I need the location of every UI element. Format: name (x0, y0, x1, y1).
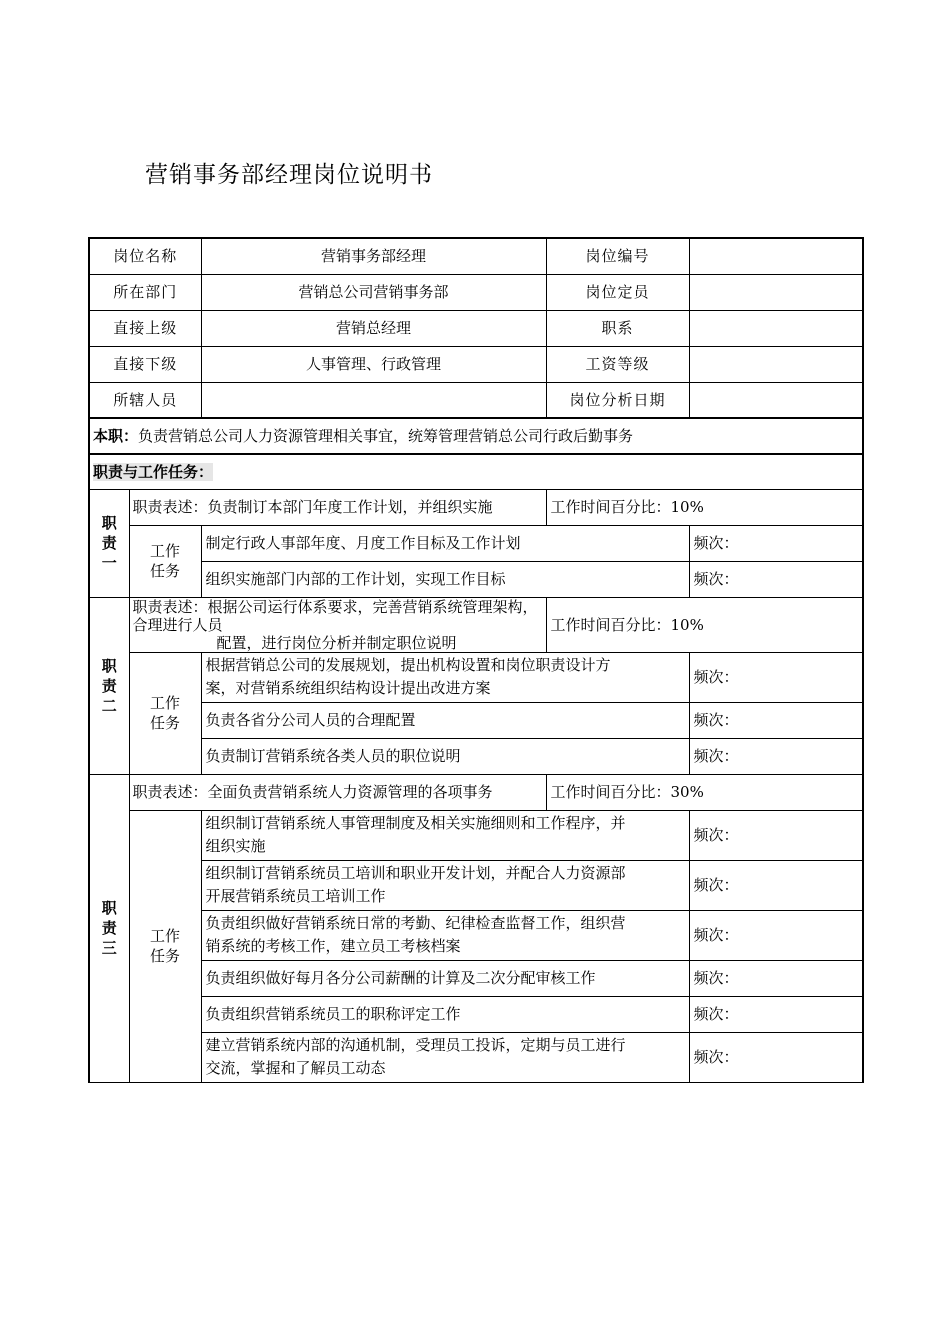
info-row (89, 346, 863, 382)
task-freq: 频次： (689, 960, 863, 996)
task-row (89, 910, 863, 960)
duty-summary (89, 418, 863, 454)
task-text: 负责组织做好每月各分公司薪酬的计算及二次分配审核工作 (201, 960, 689, 996)
task-text: 根据营销总公司的发展规划，提出机构设置和岗位职责设计方 案，对营销系统组织结构设计提出改进方案 (201, 652, 689, 702)
task-freq: 频次： (689, 1032, 863, 1082)
task-text: 组织实施部门内部的工作计划，实现工作目标 (201, 561, 689, 597)
tasks-header-row (89, 454, 863, 489)
subordinate-label: 直接下级 (89, 346, 201, 382)
staff-value (201, 382, 546, 418)
duty-3-name: 职 责 三 (89, 774, 129, 1082)
salary-value (689, 346, 863, 382)
info-row (89, 310, 863, 346)
duty-desc-row (89, 597, 863, 652)
task-row (89, 525, 863, 561)
task-freq: 频次： (689, 996, 863, 1032)
task-text: 建立营销系统内部的沟通机制，受理员工投诉，定期与员工进行 交流，掌握和了解员工动态 (201, 1032, 689, 1082)
task-freq: 频次： (689, 561, 863, 597)
duty-1-desc: 职责表述：负责制订本部门年度工作计划，并组织实施 (129, 489, 546, 525)
staff-label: 所辖人员 (89, 382, 201, 418)
duty-1-name: 职 责 一 (89, 489, 129, 597)
task-text: 负责组织做好营销系统日常的考勤、纪律检查监督工作，组织营 销系统的考核工作，建立员工考核档案 (201, 910, 689, 960)
tasks-header-label: 职责与工作任务： (93, 462, 214, 481)
post-no-value (689, 238, 863, 274)
post-name-label: 岗位名称 (89, 238, 201, 274)
task-text: 组织制订营销系统人事管理制度及相关实施细则和工作程序，并 组织实施 (201, 810, 689, 860)
series-value (689, 310, 863, 346)
page-title: 营销事务部经理岗位说明书 (145, 162, 433, 188)
series-label: 职系 (546, 310, 689, 346)
duty-2-desc: 职责表述：根据公司运行体系要求，完善营销系统管理架构，合理进行人员 配置，进行岗位分析并制定职位说明 (129, 597, 546, 652)
superior-label: 直接上级 (89, 310, 201, 346)
duty-2-percent: 工作时间百分比：10% (546, 597, 863, 652)
duty-summary-label: 本职： (93, 427, 139, 445)
task-row (89, 738, 863, 774)
duty-2-name: 职 责 二 (89, 597, 129, 774)
task-text: 负责组织营销系统员工的职称评定工作 (201, 996, 689, 1032)
duty-2-task-label: 工作 任务 (129, 652, 201, 774)
task-row (89, 652, 863, 702)
tasks-header (89, 454, 863, 489)
date-label: 岗位分析日期 (546, 382, 689, 418)
task-row (89, 960, 863, 996)
info-row (89, 382, 863, 418)
duty-1-task-label: 工作 任务 (129, 525, 201, 597)
staffing-value (689, 274, 863, 310)
task-freq: 频次： (689, 702, 863, 738)
dept-label: 所在部门 (89, 274, 201, 310)
duty-3-task-label: 工作 任务 (129, 810, 201, 1082)
job-description-table (88, 237, 864, 1083)
task-freq: 频次： (689, 860, 863, 910)
task-freq: 频次： (689, 910, 863, 960)
task-freq: 频次： (689, 810, 863, 860)
duty-desc-row (89, 489, 863, 525)
task-row (89, 1032, 863, 1082)
post-name-value: 营销事务部经理 (201, 238, 546, 274)
duty-summary-text: 负责营销总公司人力资源管理相关事宜，统筹管理营销总公司行政后勤事务 (138, 427, 634, 445)
task-row (89, 561, 863, 597)
task-row (89, 702, 863, 738)
duty-summary-row (89, 418, 863, 454)
task-text: 制定行政人事部年度、月度工作目标及工作计划 (201, 525, 689, 561)
task-row (89, 810, 863, 860)
task-freq: 频次： (689, 652, 863, 702)
staffing-label: 岗位定员 (546, 274, 689, 310)
info-row (89, 238, 863, 274)
superior-value: 营销总经理 (201, 310, 546, 346)
duty-1-percent: 工作时间百分比：10% (546, 489, 863, 525)
subordinate-value: 人事管理、行政管理 (201, 346, 546, 382)
info-row (89, 274, 863, 310)
task-text: 负责制订营销系统各类人员的职位说明 (201, 738, 689, 774)
post-no-label: 岗位编号 (546, 238, 689, 274)
salary-label: 工资等级 (546, 346, 689, 382)
dept-value: 营销总公司营销事务部 (201, 274, 546, 310)
task-row (89, 860, 863, 910)
task-row (89, 996, 863, 1032)
duty-desc-row (89, 774, 863, 810)
date-value (689, 382, 863, 418)
task-text: 负责各省分公司人员的合理配置 (201, 702, 689, 738)
task-freq: 频次： (689, 738, 863, 774)
duty-3-percent: 工作时间百分比：30% (546, 774, 863, 810)
duty-3-desc: 职责表述：全面负责营销系统人力资源管理的各项事务 (129, 774, 546, 810)
task-text: 组织制订营销系统员工培训和职业开发计划，并配合人力资源部 开展营销系统员工培训工作 (201, 860, 689, 910)
task-freq: 频次： (689, 525, 863, 561)
